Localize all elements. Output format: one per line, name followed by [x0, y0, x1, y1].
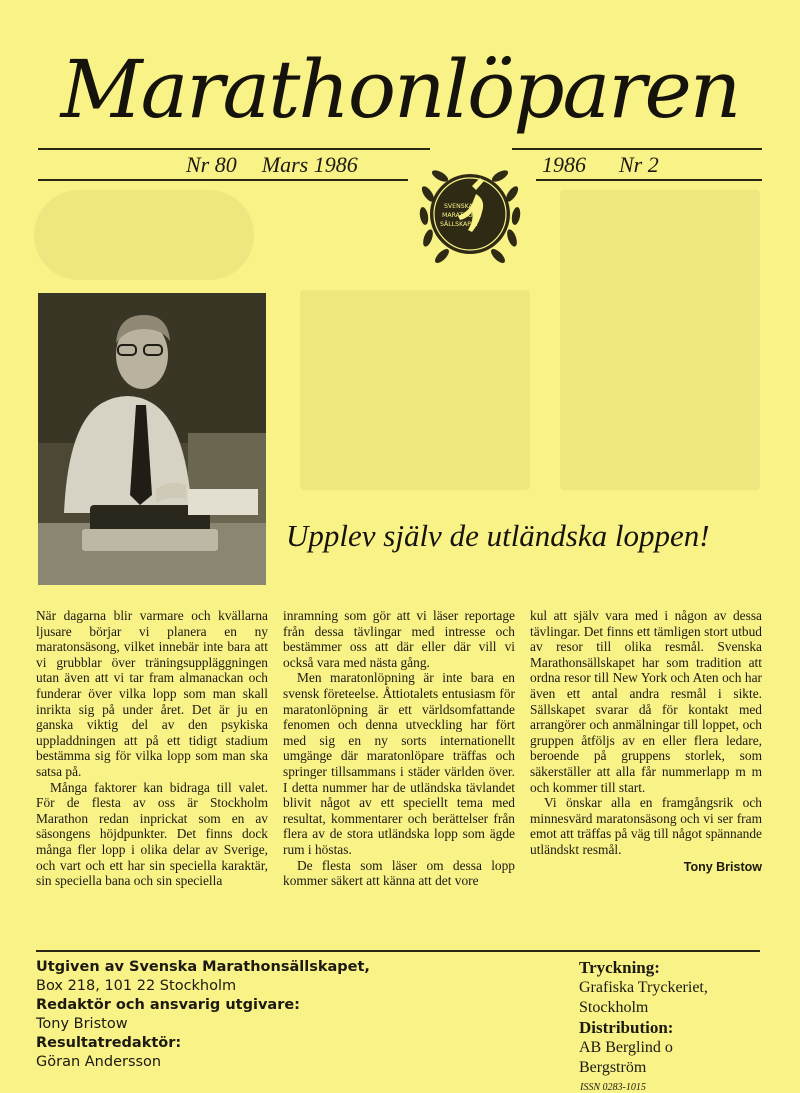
col2-paragraph-1: inramning som gör att vi läser reportage från dessa tävlingar med intresse och bestämmer oss att där eller där vill vi också vara med nästa gång. [283, 608, 515, 670]
masthead-rule-right [512, 148, 762, 150]
printer-line-2: Stockholm [579, 999, 649, 1016]
distributor-line-2: Bergström [579, 1059, 647, 1076]
footer-print [579, 958, 708, 1078]
printer-line-1: Grafiska Tryckeriet, [579, 979, 708, 996]
footer-publisher [36, 958, 370, 1072]
publisher-label: Utgiven av Svenska Marathonsällskapet, [36, 959, 370, 975]
masthead-title: Marathonlöparen [60, 43, 740, 136]
bleed-through-right [560, 190, 760, 490]
emblem-line-1: SVENSKA [444, 203, 473, 210]
emblem-line-2: MARATHON [442, 212, 478, 219]
issue-number-right [542, 152, 659, 178]
issn-number: ISSN 0283-1015 [580, 1082, 646, 1093]
bleed-through-left [34, 190, 254, 280]
article-signature: Tony Bristow [683, 859, 762, 874]
results-editor-name: Göran Andersson [36, 1054, 162, 1070]
distributor-line-1: AB Berglind o [579, 1039, 673, 1056]
editor-label: Redaktör och ansvarig utgivare: [36, 997, 300, 1013]
footer-rule [36, 950, 760, 952]
issue-number-left [186, 152, 358, 178]
sallskapet-emblem [406, 150, 534, 278]
col1-paragraph-1: När dagarna blir varmare och kvällarna ljusare börjar vi planera en ny maratonsäsong, vilket innebär inte bara att vi grubblar över träningsuppläggningen utan även att vi tar fram almanackan och funderar över vilka lopp som man skall inrikta sig på under året. Det är ju en ganska viktig del av den psykiska uppladdningen att på ett tidigt stadium bestämma sig för vilka lopp som man ska satsa på. [36, 608, 268, 779]
article-column-1 [36, 608, 268, 889]
editor-photo [38, 293, 266, 585]
masthead-rule-left [38, 148, 430, 150]
article-headline: Upplev själv de utländska loppen! [286, 518, 710, 553]
results-editor-label: Resultatredaktör: [36, 1035, 182, 1051]
col2-paragraph-2: Men maratonlöpning är inte bara en svensk företeelse. Åttiotalets entusiasm för maratonlöpning är ett världsomfattande fenomen och denna utveckling har fört med sig en ny sorts internationellt umgänge där maratonlöpare träffas och springer tillsammans i städer världen över. I detta nummer har de utländska tävlandet blivit något av ett speciellt tema med resultat, kommentarer och berättelser från flera av de stora utländska lopp som ägde rum i höstas. [283, 670, 515, 857]
issue-year: 1986 [542, 152, 586, 177]
col2-paragraph-3: De flesta som läser om dessa lopp kommer säkert att känna att det vore [283, 857, 515, 889]
issue-rule-left [38, 179, 408, 181]
issue-date: Mars 1986 [261, 152, 358, 177]
distribution-label: Distribution: [579, 1018, 674, 1037]
col3-paragraph-1: kul att själv vara med i någon av dessa tävlingar. Det finns ett tämligen stort utbud av resor till olika resmål. Svenska Marathonsällskapet har som tradition att ordna resor till New York och Aten och har även ett antal andra resmål i sikte. Sällskapet svarar då för kontakt med arrangörer och anmälningar till loppet, och gruppen åtföljs av en eller flera ledare, beroende på gruppens storlek, som säkerställer att alla får nummerlapp m m och kommer till start. [530, 608, 762, 795]
issue-nr: Nr 2 [619, 152, 659, 177]
col1-paragraph-2: Många faktorer kan bidraga till valet. För de flesta av oss är Stockholm Marathon redan inprickat som en av säsongens höjdpunkter. Det finns dock många fler lopp i olika delar av Sverige, och vart och ett har sin speciella karaktär, sin speciella bana och sin speciella [36, 779, 268, 889]
publisher-address: Box 218, 101 22 Stockholm [36, 978, 237, 994]
issue-number: Nr 80 [186, 152, 237, 177]
editor-name: Tony Bristow [36, 1016, 128, 1032]
print-label: Tryckning: [579, 958, 660, 977]
article-column-3 [530, 608, 762, 875]
article-column-2 [283, 608, 515, 889]
col3-paragraph-2: Vi önskar alla en framgångsrik och minnesvärd maratonsäsong och vi ser fram emot att träffas på väg till något spännande utländskt resmål. [530, 795, 762, 857]
bleed-through-center [300, 290, 530, 490]
editor-photo-image [38, 293, 266, 585]
emblem-line-3: SÄLLSKAPET [440, 221, 479, 228]
issue-rule-right [536, 179, 762, 181]
